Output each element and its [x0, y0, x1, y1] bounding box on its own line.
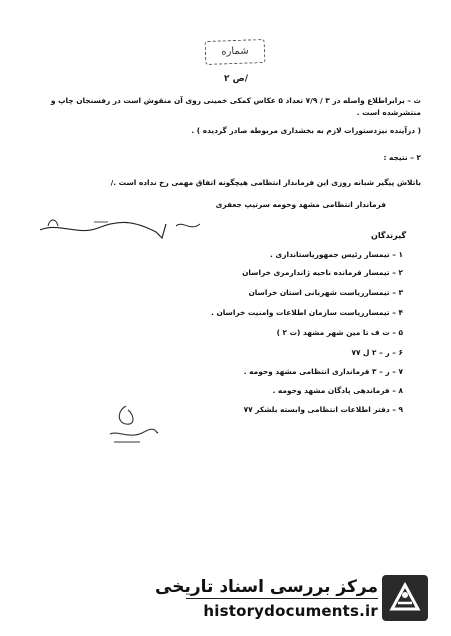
document-number-stamp: شماره — [205, 39, 266, 65]
recipient-item: ۴ – تیمسارریاست سازمان اطلاعات وامنیت خراسان . — [211, 308, 403, 317]
paragraph-line: ث – برابراطلاع واصله در ۳ / ۷/۹ تعداد ۵ عکاس کمکی خمینی روی آن منقوش است در رفسنجان چاپ و — [50, 96, 421, 105]
watermark-url[interactable]: historydocuments.ir — [203, 602, 378, 620]
recipient-item: ۳ – تیمسارریاست شهربانی استان خراسان — [248, 288, 403, 297]
recipient-item: ۵ – ت ف تا مین شهر مشهد (ت ۲ ) — [276, 328, 403, 337]
result-heading: ۲ – نتیجه : — [383, 153, 421, 162]
watermark-title: مرکز بررسی اسناد تاریخی — [155, 577, 378, 597]
signature-scribble — [38, 212, 208, 242]
watermark-divider — [186, 598, 378, 599]
recipient-item: ۶ – ر – ۲ ل ۷۷ — [351, 348, 403, 357]
paragraph-line: منتشرشده است . — [356, 108, 421, 117]
recipients-heading: گیرندگان — [370, 231, 406, 240]
recipient-item: ۷ – ر – ۳ فرمانداری انتظامی مشهد وحومه . — [243, 367, 403, 376]
page-number: ص ۲/ — [224, 74, 249, 84]
result-text: باتلاش پیگیر شبانه روزی این فرماندار انتظامی هیچگونه اتفاق مهمی رخ نداده است ./ — [110, 178, 421, 187]
paragraph-line: ( درآینده نیزدستورات لازم به بخشداری مربوطه صادر گردیده ) . — [191, 126, 421, 135]
archive-logo-icon — [380, 573, 430, 623]
recipient-item: ۸ – فرماندهی پادگان مشهد وحومه . — [272, 386, 403, 395]
signatory-title: فرماندار انتظامی مشهد وحومه سرتیپ جعفری — [215, 200, 386, 209]
recipient-item: ۱ – تیمسار رئیس جمهوریاستانداری . — [270, 250, 403, 259]
recipient-item: ۲ – تیمسار فرمانده ناحیه ژاندارمری خراسان — [242, 268, 403, 277]
recipient-item: ۹ – دفتر اطلاعات انتظامی وابسته بلشکر ۷۷ — [243, 405, 403, 414]
initials-scribble — [104, 402, 160, 448]
